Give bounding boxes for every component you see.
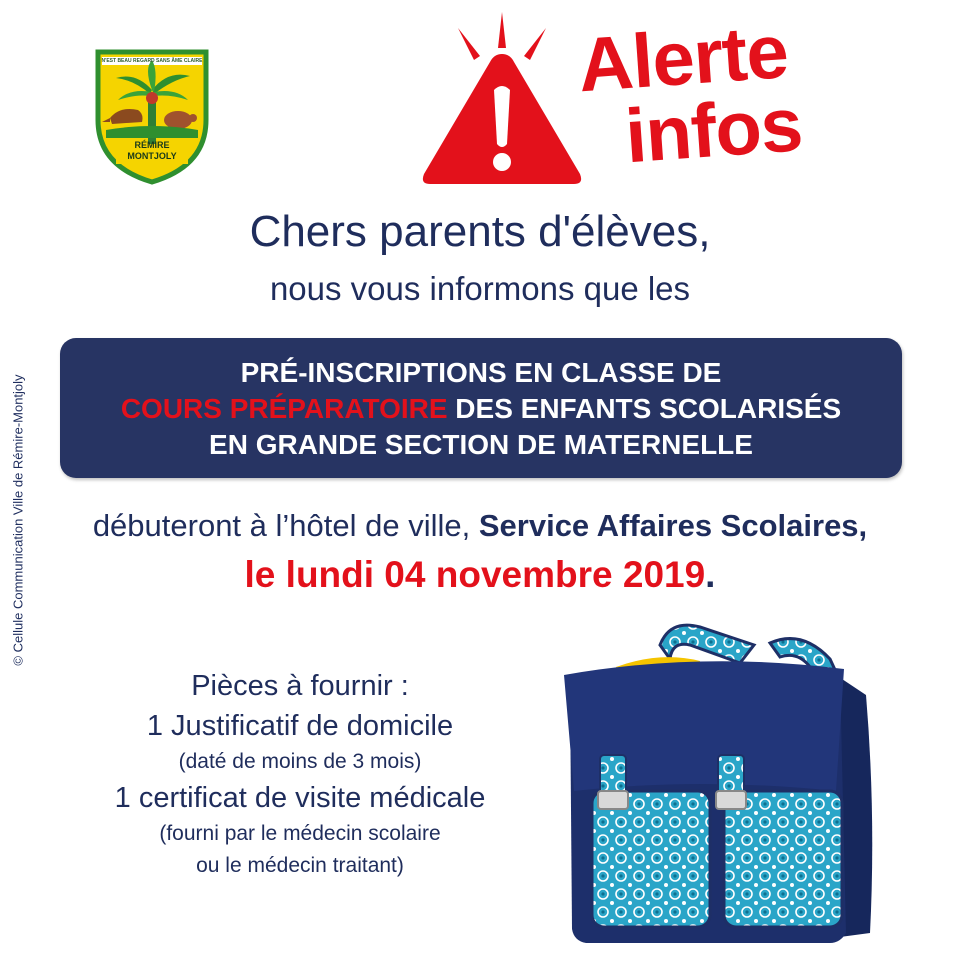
alert-title-line2: infos [622,82,805,180]
warning-triangle-icon [418,10,586,190]
crest-name-line1: RÉMIRE [134,140,170,150]
document-item-2-note-2: ou le médecin traitant) [196,854,404,877]
crest-name [94,140,210,162]
crest-name-line2: MONTJOLY [127,151,177,161]
crest-motto: N'EST BEAU REGARD SANS ÂME CLAIRE [101,58,203,64]
credit-text: © Cellule Communication Ville de Rémire-Montjoly [10,374,26,666]
start-prefix: débuteront à l’hôtel de ville, [92,508,479,543]
school-satchel-icon [540,615,920,950]
start-location-text [0,506,960,546]
required-documents [60,666,540,882]
banner-line1: PRÉ-INSCRIPTIONS EN CLASSE DE [240,357,722,388]
banner-line2 [60,391,902,427]
document-item-2: 1 certificat de visite médicale [114,782,486,814]
city-crest-logo [94,48,210,186]
date-text: le lundi 04 novembre 2019 [244,554,706,595]
service-name: Service Affaires Scolaires, [478,508,868,543]
intro-text: nous vous informons que les [269,270,691,307]
banner-line2-rest: DES ENFANTS SCOLARISÉS [447,393,842,424]
document-item-1-note: (daté de moins de 3 mois) [178,750,422,773]
announcement-banner [60,338,902,478]
banner-highlight: COURS PRÉPARATOIRE [120,393,448,424]
start-date [0,552,960,598]
alert-title [570,10,870,178]
greeting-heading: Chers parents d'élèves, [249,207,711,256]
documents-heading: Pièces à fournir : [191,670,409,702]
date-period: . [705,554,716,595]
alert-title-line1: Alerte [575,8,791,109]
document-item-1: 1 Justificatif de domicile [146,710,454,742]
banner-line3: EN GRANDE SECTION DE MATERNELLE [209,429,753,460]
document-item-2-note-1: (fourni par le médecin scolaire [159,822,441,845]
